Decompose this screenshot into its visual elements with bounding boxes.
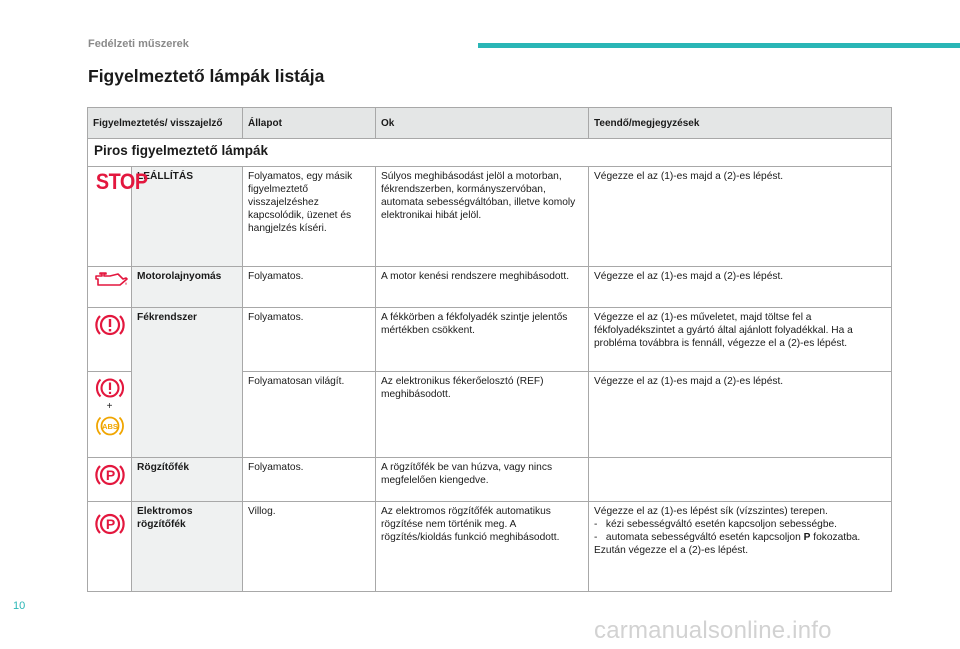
lamp-cause: Az elektronikus fékerőelosztó (REF) meghibásodott. bbox=[376, 372, 589, 458]
lamp-action: Végezze el az (1)-es majd a (2)-es lépést. bbox=[589, 372, 892, 458]
parking-brake-letter: P bbox=[105, 467, 115, 483]
icon-cell bbox=[88, 267, 132, 308]
parking-brake-icon bbox=[94, 461, 126, 489]
action-item-manual-text: kézi sebességváltó esetén kapcsoljon sebességbe. bbox=[605, 519, 837, 530]
column-header-state: Állapot bbox=[243, 108, 376, 139]
icon-cell bbox=[88, 502, 132, 592]
lamp-state: Folyamatos. bbox=[243, 458, 376, 502]
lamp-state: Folyamatosan világít. bbox=[243, 372, 376, 458]
plus-sign: + bbox=[106, 401, 113, 412]
lamp-cause: A motor kenési rendszere meghibásodott. bbox=[376, 267, 589, 308]
action-item-manual bbox=[594, 518, 886, 531]
icon-cell bbox=[88, 308, 132, 372]
lamp-state: Villog. bbox=[243, 502, 376, 592]
icon-cell bbox=[88, 458, 132, 502]
lamp-name: Motorolajnyomás bbox=[132, 267, 243, 308]
group-title: Piros figyelmeztető lámpák bbox=[88, 139, 892, 167]
lamp-action: Végezze el az (1)-es majd a (2)-es lépést. bbox=[589, 167, 892, 267]
lamp-action: Végezze el az (1)-es műveletet, majd töltse fel a fékfolyadékszintet a gyártó által ajánlott folyadékkal. Ha a probléma továbbra is fennáll, végezze el a (2)-es lépést. bbox=[589, 308, 892, 372]
lamp-name: Rögzítőfék bbox=[132, 458, 243, 502]
table-row bbox=[88, 308, 892, 372]
lamp-state: Folyamatos. bbox=[243, 267, 376, 308]
stop-icon: STOP bbox=[95, 169, 148, 194]
lamp-action bbox=[589, 458, 892, 502]
electric-parking-brake-icon bbox=[94, 510, 126, 538]
dash: - bbox=[594, 532, 598, 543]
abs-icon-label: ABS bbox=[101, 422, 118, 431]
warning-lamps-table bbox=[87, 107, 892, 592]
lamp-state: Folyamatos, egy másik figyelmeztető visszajelzéshez kapcsolódik, üzenet és hangjelzés kíséri. bbox=[243, 167, 376, 267]
electric-parking-brake-letter: P bbox=[105, 516, 115, 532]
brake-warning-icon bbox=[94, 375, 126, 401]
lamp-cause: A fékkörben a fékfolyadék szintje jelentős mértékben csökkent. bbox=[376, 308, 589, 372]
oil-can-icon bbox=[93, 270, 129, 288]
page-title: Figyelmeztető lámpák listája bbox=[88, 66, 325, 86]
lamp-state: Folyamatos. bbox=[243, 308, 376, 372]
column-header-lamp: Figyelmeztetés/ visszajelző bbox=[88, 108, 243, 139]
column-header-action: Teendő/megjegyzések bbox=[589, 108, 892, 139]
group-row bbox=[88, 139, 892, 167]
lamp-action bbox=[589, 502, 892, 592]
table-row bbox=[88, 458, 892, 502]
watermark: carmanualsonline.info bbox=[594, 617, 832, 644]
gear-position-p: P bbox=[803, 532, 811, 543]
abs-icon bbox=[94, 413, 126, 439]
header-accent-bar bbox=[478, 43, 960, 48]
action-outro: Ezután végezze el a (2)-es lépést. bbox=[594, 545, 749, 556]
lamp-cause: Súlyos meghibásodást jelöl a motorban, fékrendszerben, kormányszervóban, automata sebességváltóban, illetve komoly elektronikai hibát jelöl. bbox=[376, 167, 589, 267]
action-item-auto-suffix: fokozatba. bbox=[813, 532, 861, 543]
action-item-auto bbox=[594, 531, 886, 544]
lamp-cause: A rögzítőfék be van húzva, vagy nincs megfelelően kiengedve. bbox=[376, 458, 589, 502]
page-number: 10 bbox=[13, 600, 26, 612]
action-item-auto-text: automata sebességváltó esetén kapcsoljon bbox=[605, 532, 801, 543]
column-header-cause: Ok bbox=[376, 108, 589, 139]
table-row bbox=[88, 167, 892, 267]
lamp-name: Elektromos rögzítőfék bbox=[132, 502, 243, 592]
table-row bbox=[88, 502, 892, 592]
table-header-row bbox=[88, 108, 892, 139]
brake-warning-icon bbox=[94, 311, 126, 339]
section-label: Fedélzeti műszerek bbox=[88, 38, 189, 50]
lamp-name: Fékrendszer bbox=[132, 308, 243, 458]
lamp-name: LEÁLLÍTÁS bbox=[132, 167, 243, 267]
icon-cell bbox=[88, 372, 132, 458]
icon-cell bbox=[88, 167, 148, 267]
lamp-action: Végezze el az (1)-es majd a (2)-es lépést. bbox=[589, 267, 892, 308]
table-row bbox=[88, 267, 892, 308]
lamp-cause: Az elektromos rögzítőfék automatikus rögzítése nem történik meg. A rögzítés/kioldás funkció meghibásodott. bbox=[376, 502, 589, 592]
dash: - bbox=[594, 519, 598, 530]
action-intro: Végezze el az (1)-es lépést sík (vízszintes) terepen. bbox=[594, 506, 828, 517]
